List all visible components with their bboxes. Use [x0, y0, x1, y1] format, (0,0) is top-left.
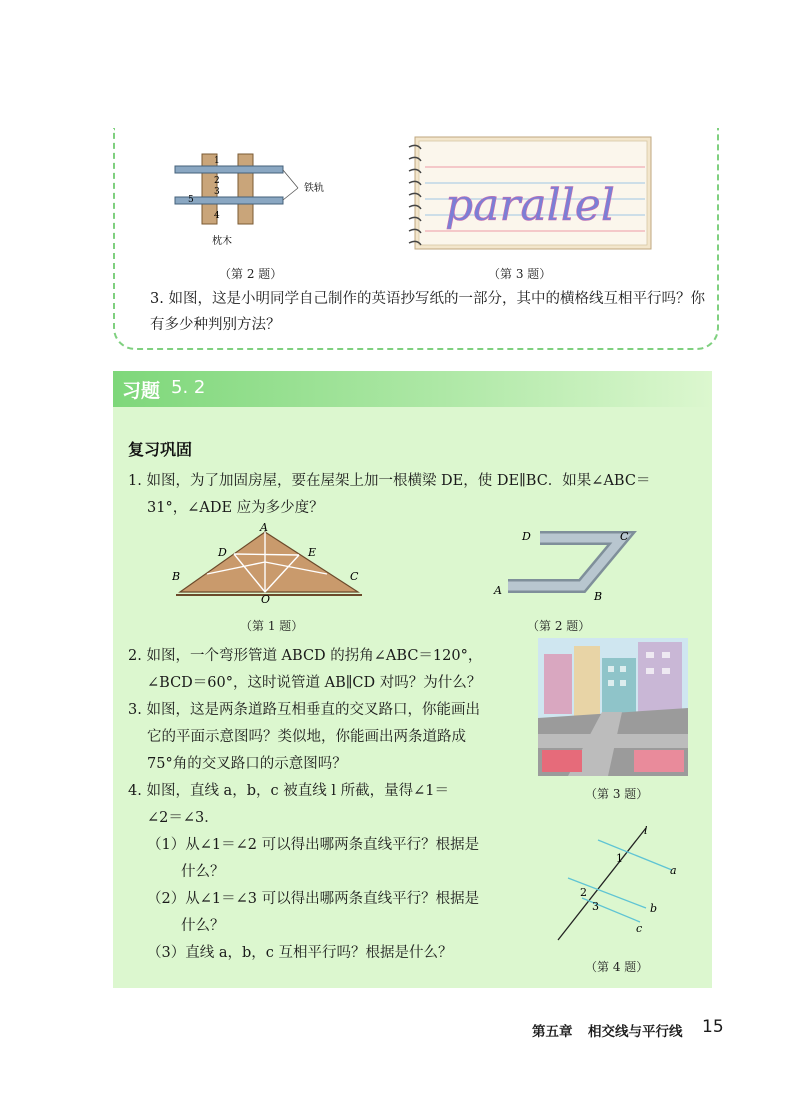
point-label: B: [172, 570, 181, 583]
angle-label: 1: [616, 852, 623, 865]
question-4-sub: （1）从∠1＝∠2 可以得出哪两条直线平行？根据是: [147, 837, 480, 853]
question-4-sub: 什么？: [181, 918, 225, 934]
question-1-line: 31°，∠ADE 应为多少度？: [147, 500, 324, 516]
line-label: a: [670, 864, 677, 877]
angle-label: 2: [214, 176, 220, 186]
figure-caption: （第 2 题）: [527, 619, 591, 633]
point-label: O: [261, 593, 271, 604]
angle-label: 2: [580, 886, 587, 899]
question-4-line: 4. 如图，直线 a，b，c 被直线 l 所截，量得∠1＝: [128, 783, 449, 799]
point-label: D: [218, 546, 227, 559]
question-3-top: 3. 如图，这是小明同学自己制作的英语抄写纸的一部分，其中的横格线互相平行吗？你有多少种判别方法？: [150, 291, 705, 333]
point-label: D: [522, 530, 531, 543]
section-heading: 复习巩固: [128, 440, 193, 459]
figure-caption: （第 4 题）: [585, 960, 649, 974]
sleeper-label: 枕木: [212, 236, 232, 247]
rail-label: 铁轨: [304, 183, 324, 194]
parallel-word: parallel: [445, 180, 615, 231]
question-3-line: 它的平面示意图吗？类似地，你能画出两条道路成: [147, 729, 466, 745]
transversal-figure: [548, 826, 688, 944]
point-label: A: [494, 584, 502, 597]
chapter-label: 第五章: [532, 1024, 573, 1040]
point-label: E: [308, 546, 317, 559]
line-c: [582, 898, 640, 922]
chapter-title: 相交线与平行线: [588, 1024, 683, 1040]
point-label: C: [620, 530, 629, 543]
pipe-figure: [490, 522, 640, 602]
roof-truss-figure: [172, 522, 372, 604]
notebook-figure: [405, 133, 655, 255]
point-label: B: [594, 590, 603, 602]
exercise-number: 5. 2: [171, 377, 206, 398]
question-2-line: ∠BCD＝60°，这时说管道 AB∥CD 对吗？为什么？: [147, 675, 482, 691]
line-label: c: [636, 922, 643, 935]
question-4-sub: （3）直线 a，b，c 互相平行吗？根据是什么？: [147, 945, 453, 961]
rail-top: [175, 166, 283, 173]
line-l: [558, 828, 646, 940]
angle-label: 4: [214, 211, 220, 221]
question-3-line: 3. 如图，这是两条道路互相垂直的交叉路口，你能画出: [128, 702, 480, 718]
point-label: A: [260, 522, 268, 534]
figure-caption: （第 2 题）: [219, 267, 283, 281]
figure-caption: （第 3 题）: [488, 267, 552, 281]
question-4-sub: 什么？: [181, 864, 225, 880]
question-1-line: 1. 如图，为了加固房屋，要在屋架上加一根横梁 DE，使 DE∥BC．如果∠ABC＝: [128, 473, 651, 489]
angle-label: 1: [214, 156, 220, 166]
question-4-line: ∠2＝∠3．: [147, 810, 219, 826]
line-a: [598, 840, 672, 870]
line-label: b: [650, 902, 658, 915]
question-2-line: 2. 如图，一个弯形管道 ABCD 的拐角∠ABC＝120°，: [128, 648, 483, 664]
question-4-sub: （2）从∠1＝∠3 可以得出哪两条直线平行？根据是: [147, 891, 480, 907]
page-number: 15: [702, 1017, 724, 1037]
figure-caption: （第 1 题）: [240, 619, 304, 633]
angle-label: 3: [214, 187, 220, 197]
rail-figure: [170, 150, 350, 255]
line-label: l: [644, 826, 648, 837]
sleeper-right: [238, 154, 253, 224]
question-3-line: 75°角的交叉路口的示意图吗？: [147, 756, 347, 772]
point-label: C: [350, 570, 359, 583]
angle-label: 3: [592, 900, 599, 913]
angle-label: 5: [188, 195, 194, 205]
exercise-title: 习题: [122, 380, 161, 402]
figure-caption: （第 3 题）: [585, 787, 649, 801]
crossroad-photo: [538, 638, 688, 776]
